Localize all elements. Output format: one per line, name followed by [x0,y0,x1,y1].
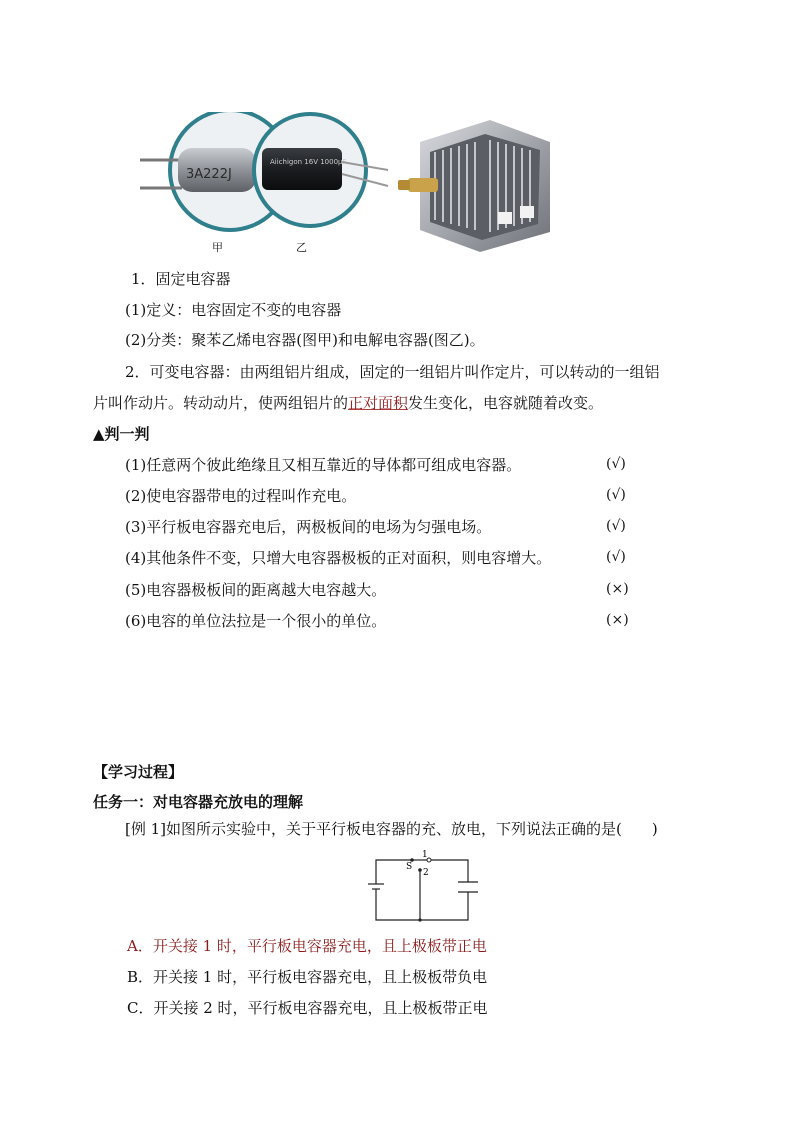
capacitor-photos [130,112,570,262]
judge-answer-6: (×) [606,612,629,628]
judge-item-4: (4)其他条件不变，只增大电容器极板的正对面积，则电容增大。 [125,549,552,567]
judge-item-6: (6)电容的单位法拉是一个很小的单位。 [125,612,387,630]
capacitor-b-print: Aiichigon 16V 1000μF [270,158,347,166]
judge-item-2: (2)使电容器带电的过程叫作充电。 [125,487,357,505]
label-contact-2: 2 [423,868,429,878]
capacitor-a-print: 3A222J [186,167,232,182]
judge-item-3: (3)平行板电容器充电后，两极板间的电场为匀强电场。 [125,518,492,536]
judge-item-1: (1)任意两个彼此绝缘且又相互靠近的导体都可组成电容器。 [125,456,522,474]
switch-contact-2 [418,868,422,872]
caption-jia: 甲 [212,241,223,254]
fixed-capacitor-classification: (2)分类：聚苯乙烯电容器(图甲)和电解电容器(图乙)。 [125,331,485,349]
fixed-capacitor-title: 1．固定电容器 [131,270,231,288]
circuit-svg [364,848,484,924]
judge-answer-4: (√) [606,549,626,565]
junction-dot [418,918,421,921]
capacitor-photo-figure [130,112,570,262]
option-a: A．开关接 1 时，平行板电容器充电，且上极板带正电 [127,937,487,955]
highlight-facing-area: 正对面积 [348,394,409,412]
fixed-capacitor-definition: (1)定义：电容固定不变的电容器 [125,301,342,319]
task-title: 任务一：对电容器充放电的理解 [93,793,304,811]
judge-answer-2: (√) [606,487,626,503]
option-b: B．开关接 1 时，平行板电容器充电，且上极板带负电 [127,968,488,986]
variable-capacitor-line1: 2．可变电容器：由两组铝片组成，固定的一组铝片叫作定片，可以转动的一组铝 [125,363,660,381]
label-switch-s: S [406,862,413,872]
judge-answer-5: (×) [606,581,629,597]
judge-answer-3: (√) [606,518,626,534]
example-question: [例 1]如图所示实验中，关于平行板电容器的充、放电，下列说法正确的是( ) [125,820,658,838]
variable-capacitor-line2 [93,393,603,413]
variable-capacitor-line2-before: 片叫作动片。转动动片，使两组铝片的 [93,394,349,412]
caption-yi: 乙 [296,241,307,254]
variable-capacitor-line2-after: 发生变化，电容就随着改变。 [408,394,604,412]
judge-item-5: (5)电容器极板间的距离越大电容越大。 [125,581,387,599]
judge-title: ▲判一判 [93,425,150,443]
option-c: C．开关接 2 时，平行板电容器充电，且上极板带正电 [127,999,488,1017]
process-title: 【学习过程】 [93,763,184,781]
label-contact-1: 1 [422,850,428,860]
circuit-diagram [364,848,484,924]
variable-capacitor-photo [398,120,550,252]
judge-answer-1: (√) [606,456,626,472]
electrolytic-capacitor [262,148,342,190]
